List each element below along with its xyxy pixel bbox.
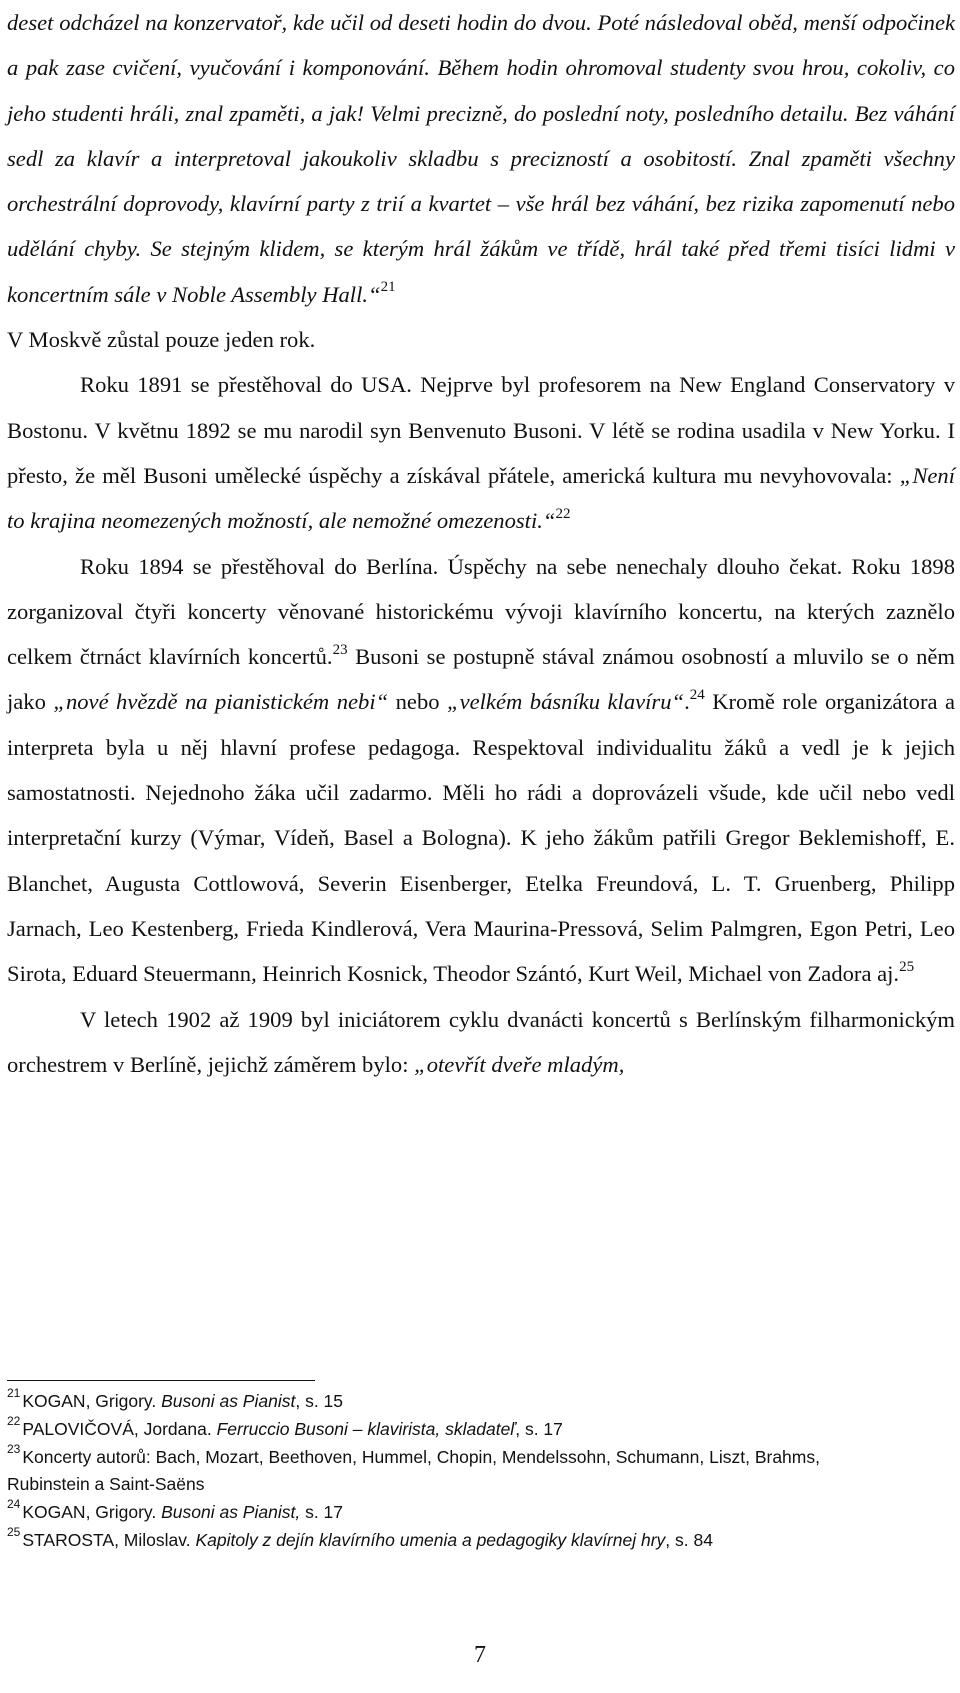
footnote-ref-21: 21 xyxy=(380,279,396,296)
footnote-title: Ferruccio Busoni – klavirista, skladateľ xyxy=(216,1418,516,1439)
footnote-25 xyxy=(7,1527,907,1555)
footnote-number: 21 xyxy=(7,1386,21,1401)
footnote-23 xyxy=(7,1441,907,1500)
page-number: 7 xyxy=(474,1642,486,1668)
footnote-plain: KOGAN, Grigory. xyxy=(22,1502,162,1523)
footnote-number: 22 xyxy=(7,1413,21,1428)
footnote-number: 25 xyxy=(7,1525,21,1540)
paragraph-3-text-a: Roku 1894 se přestěhoval do Berlína. Úspěchy na sebe nenechaly dlouho čekat. Roku 1898 zorganizoval čtyři koncerty věnované historickému vývoji klavírního koncertu, na kterých zaznělo celkem čtrnáct klavírních koncertů. xyxy=(7,553,955,670)
footnote-ref-22: 22 xyxy=(555,505,571,522)
paragraph-3-text-e: Kromě role organizátora a interpreta byla u něj hlavní profese pedagoga. Respektoval individualitu žáků a vedl je k jejich samostatnosti. Nejednoho žáka učil zadarmo. Měli ho rádi a doprovázeli všude, kde učil nebo vedl interpretační kurzy (Výmar, Vídeň, Basel a Bologna). K jeho žákům patřili Gregor Beklemishoff, E. Blanchet, Augusta Cottlowová, Severin Eisenberger, Etelka Freundová, L. T. Gruenberg, Philipp Jarnach, Leo Kestenberg, Frieda Kindlerová, Vera Maurina-Pressová, Selim Palmgren, Egon Petri, Leo Sirota, Eduard Steuermann, Heinrich Kosnick, Theodor Szántó, Kurt Weil, Michael von Zadora aj. xyxy=(7,689,955,987)
paragraph-3-quote-1: „nové hvězdě na pianistickém nebi“ xyxy=(53,689,389,715)
footnote-22 xyxy=(7,1413,907,1444)
footnote-title: Kapitoly z dejín klavírního umenia a pedagogiky klavírnej hry xyxy=(195,1529,666,1550)
paragraph-3-text-b: Busoni se postupně stával známou osobností a mluvilo se o něm jako xyxy=(7,644,955,715)
footnote-ref-25: 25 xyxy=(899,958,915,975)
paragraph-3-quote-2: „velkém básníku klavíru“ xyxy=(447,689,685,715)
footnote-number: 23 xyxy=(7,1441,21,1456)
footnote-plain: PALOVIČOVÁ, Jordana. xyxy=(22,1418,217,1439)
paragraph-3-text-c: nebo xyxy=(388,689,448,715)
footnotes xyxy=(7,1388,907,1555)
paragraph-3 xyxy=(7,544,955,997)
paragraph-1 xyxy=(7,0,955,362)
footnote-plain: KOGAN, Grigory. xyxy=(22,1391,162,1411)
footnote-plain: Koncerty autorů: Bach, Mozart, Beethoven, Hummel, Chopin, Mendelssohn, Schumann, Liszt, Brahms, Rubinstein a Saint-Saëns xyxy=(7,1446,820,1495)
paragraph-2-text: Roku 1891 se přestěhoval do USA. Nejprve byl profesorem na New England Conservatory v Bostonu. V květnu 1892 se mu narodil syn Benvenuto Busoni. V létě se rodina usadila v New Yorku. I přesto, že měl Busoni umělecké úspěchy a získával přátele, americká kultura mu nevyhovovala: xyxy=(7,372,955,488)
paragraph-4 xyxy=(7,997,955,1088)
footnote-page: , s. 15 xyxy=(295,1391,344,1411)
paragraph-1-tail: V Moskvě zůstal pouze jeden rok. xyxy=(7,327,316,353)
footnote-ref-24: 24 xyxy=(689,686,705,703)
closing-quote: “ xyxy=(368,281,381,307)
paragraph-4-quote: „otevřít dveře mladým, xyxy=(414,1051,625,1077)
footnote-separator xyxy=(7,1380,315,1381)
footnote-page: , s. 17 xyxy=(515,1418,563,1439)
footnote-21 xyxy=(7,1388,907,1416)
footnote-title: Busoni as Pianist, xyxy=(161,1502,301,1523)
footnote-plain: STAROSTA, Miloslav. xyxy=(22,1529,196,1550)
footnote-24 xyxy=(7,1499,907,1527)
paragraph-2-quote: „Není to krajina neomezených možností, ale nemožné omezenosti.“ xyxy=(7,462,955,534)
footnote-ref-23: 23 xyxy=(332,641,348,658)
paragraph-3-text-d: . xyxy=(684,689,690,715)
footnote-number: 24 xyxy=(7,1497,21,1512)
paragraph-4-text: V letech 1902 až 1909 byl iniciátorem cyklu dvanácti koncertů s Berlínským filharmonickým orchestrem v Berlíně, jejichž záměrem bylo: xyxy=(7,1006,955,1077)
footnote-page: , s. 84 xyxy=(665,1529,713,1550)
footnote-title: Busoni as Pianist xyxy=(161,1391,296,1411)
paragraph-2 xyxy=(7,362,955,543)
body-text xyxy=(7,0,955,1087)
italic-quote-text: deset odcházel na konzervatoř, kde učil od deseti hodin do dvou. Poté následoval oběd, menší odpočinek a pak zase cvičení, vyučování i komponování. Během hodin ohromoval studenty svou hrou, cokoliv, co jeho studenti hráli, znal zpaměti, a jak! Velmi precizně, do poslední noty, posledního detailu. Bez váhání sedl za klavír a interpretoval jakoukoliv skladbu s precizností a osobitostí. Znal zpaměti všechny orchestrální doprovody, klavírní party z trií a kvartet – vše hrál bez váhání, bez rizika zapomenutí nebo udělání chyby. Se stejným klidem, se kterým hrál žákům ve třídě, hrál také před třemi tisíci lidmi v koncertním sále v Noble Assembly Hall. xyxy=(7,10,955,307)
footnote-page: s. 17 xyxy=(300,1502,344,1523)
